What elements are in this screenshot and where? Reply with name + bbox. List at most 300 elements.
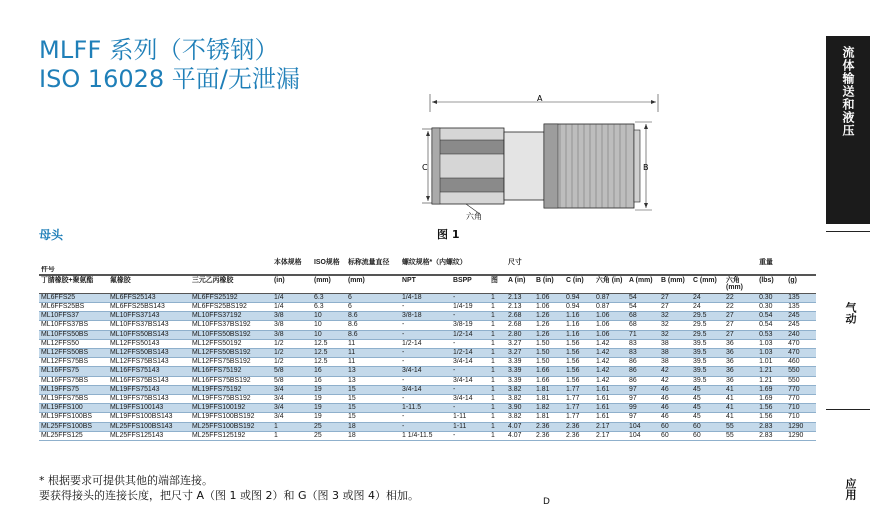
table-row — [39, 367, 816, 376]
table-cell: 1.42 — [594, 376, 627, 385]
table-cell: 39.5 — [691, 367, 724, 376]
table-cell: 6 — [346, 302, 400, 311]
column-header: 丁腈橡胶+聚氨酯 — [39, 275, 108, 293]
table-cell: ML6FFS25BS — [39, 302, 108, 311]
table-cell: 12.5 — [312, 348, 346, 357]
table-cell: ML25FFS100BS — [39, 422, 108, 431]
table-cell: 3/8-18 — [400, 312, 451, 321]
tab-pneumatic[interactable]: 气动 — [844, 302, 857, 324]
table-row — [39, 431, 816, 440]
table-cell: 1.61 — [594, 404, 627, 413]
table-row — [39, 348, 816, 357]
table-cell: ML19FFS100143 — [108, 404, 190, 413]
table-cell: 68 — [627, 321, 659, 330]
table-cell: 27 — [659, 302, 691, 311]
table-cell: 2.80 — [506, 330, 534, 339]
table-cell: ML25FFS100BS192 — [190, 422, 272, 431]
table-cell: - — [451, 385, 489, 394]
table-cell: 135 — [786, 293, 816, 302]
table-cell: 1.69 — [757, 385, 786, 394]
table-cell: 2.36 — [564, 431, 594, 440]
table-cell: 1.16 — [564, 312, 594, 321]
table-cell: 39.5 — [691, 376, 724, 385]
table-cell: ML16FFS75BS — [39, 376, 108, 385]
table-cell: 550 — [786, 367, 816, 376]
table-row — [39, 339, 816, 348]
table-cell: 104 — [627, 431, 659, 440]
table-cell: 12.5 — [312, 358, 346, 367]
table-cell: 710 — [786, 413, 816, 422]
table-cell: 45 — [691, 413, 724, 422]
table-cell: 11 — [346, 358, 400, 367]
table-cell: 97 — [627, 385, 659, 394]
table-cell: ML12FFS75BS143 — [108, 358, 190, 367]
table-cell: ML12FFS50 — [39, 339, 108, 348]
table-cell: 36 — [724, 348, 757, 357]
table-cell: 1 — [489, 431, 506, 440]
table-cell: 1.21 — [757, 367, 786, 376]
table-cell: 1.42 — [594, 367, 627, 376]
column-header: 六角 (in) — [594, 275, 627, 293]
table-cell: 2.13 — [506, 293, 534, 302]
table-cell: 39.5 — [691, 358, 724, 367]
table-cell: 97 — [627, 413, 659, 422]
table-cell: 0.30 — [757, 302, 786, 311]
table-cell: 1/2 — [272, 339, 312, 348]
table-cell: ML25FFS100BS143 — [108, 422, 190, 431]
table-cell: 770 — [786, 385, 816, 394]
table-cell: 1.82 — [534, 404, 564, 413]
stray-letter: D — [543, 497, 550, 505]
column-header: BSPP — [451, 275, 489, 293]
table-row — [39, 404, 816, 413]
table-cell: 1.06 — [594, 321, 627, 330]
table-cell: ML10FFS37BS192 — [190, 321, 272, 330]
table-cell: ML19FFS75BS143 — [108, 394, 190, 403]
table-cell: 39.5 — [691, 348, 724, 357]
table-cell: ML12FFS75BS192 — [190, 358, 272, 367]
table-row — [39, 302, 816, 311]
hdr-iso-size: ISO规格 — [314, 259, 340, 266]
tab-applications[interactable]: 应用 — [844, 478, 857, 500]
table-cell: ML25FFS125143 — [108, 431, 190, 440]
table-cell: - — [400, 376, 451, 385]
table-cell: 18 — [346, 422, 400, 431]
table-cell: 1/2-14 — [400, 339, 451, 348]
table-cell: 1.81 — [534, 413, 564, 422]
table-cell: 24 — [691, 302, 724, 311]
table-cell: 6 — [346, 293, 400, 302]
table-cell: 1.42 — [594, 348, 627, 357]
table-cell: 3/4 — [272, 404, 312, 413]
table-cell: 22 — [724, 302, 757, 311]
table-cell: 245 — [786, 321, 816, 330]
table-cell: ML6FFS25 — [39, 293, 108, 302]
table-cell: ML10FFS37192 — [190, 312, 272, 321]
table-cell: ML12FFS50BS192 — [190, 348, 272, 357]
table-cell: 45 — [691, 404, 724, 413]
table-cell: 12.5 — [312, 339, 346, 348]
table-cell: 1.56 — [757, 404, 786, 413]
table-cell: ML10FFS50BS192 — [190, 330, 272, 339]
column-header: A (in) — [506, 275, 534, 293]
table-cell: ML6FFS25192 — [190, 293, 272, 302]
tab-fluid-hydraulics-label: 流体输送和液压 — [841, 46, 855, 137]
dim-b-label: B — [643, 163, 649, 172]
column-header: 六角 (mm) — [724, 275, 757, 293]
tab-fluid-hydraulics[interactable] — [826, 36, 870, 224]
table-cell: 13 — [346, 376, 400, 385]
hdr-body-size: 本体规格 — [274, 259, 302, 266]
table-cell: 1.56 — [564, 348, 594, 357]
table-cell: 0.94 — [564, 293, 594, 302]
table-cell: ML19FFS100192 — [190, 404, 272, 413]
table-cell: ML25FFS125 — [39, 431, 108, 440]
table-cell: 1 — [489, 302, 506, 311]
table-cell: ML10FFS50BS143 — [108, 330, 190, 339]
table-cell: 0.87 — [594, 302, 627, 311]
table-cell: 39.5 — [691, 339, 724, 348]
table-cell: 15 — [346, 394, 400, 403]
table-cell: - — [400, 348, 451, 357]
table-cell: 1-11 — [451, 413, 489, 422]
table-cell: ML12FFS50BS143 — [108, 348, 190, 357]
table-cell: 1.42 — [594, 339, 627, 348]
table-cell: 6.3 — [312, 302, 346, 311]
table-cell: 2.68 — [506, 321, 534, 330]
table-cell: 55 — [724, 431, 757, 440]
table-cell: 18 — [346, 431, 400, 440]
table-cell: 46 — [659, 394, 691, 403]
table-cell: 1 — [489, 376, 506, 385]
column-header: NPT — [400, 275, 451, 293]
table-row — [39, 358, 816, 367]
table-cell: 3.39 — [506, 367, 534, 376]
table-cell: 1290 — [786, 422, 816, 431]
table-cell: ML19FFS100BS192 — [190, 413, 272, 422]
table-cell: 1 — [489, 358, 506, 367]
table-cell: 1 — [489, 394, 506, 403]
table-cell: ML19FFS75BS192 — [190, 394, 272, 403]
dim-a-label: A — [537, 94, 543, 103]
table-cell: 60 — [691, 422, 724, 431]
table-row — [39, 312, 816, 321]
table-cell: 1.56 — [564, 367, 594, 376]
table-cell: 1/4-18 — [400, 293, 451, 302]
table-cell: 55 — [724, 422, 757, 431]
table-cell: 68 — [627, 312, 659, 321]
table-cell: 3/4-14 — [451, 358, 489, 367]
table-cell: 10 — [312, 312, 346, 321]
table-cell: - — [400, 413, 451, 422]
table-cell: 1/2-14 — [451, 348, 489, 357]
table-cell: 46 — [659, 385, 691, 394]
table-cell: 3/4-14 — [400, 367, 451, 376]
table-cell: ML10FFS37BS — [39, 321, 108, 330]
table-row — [39, 376, 816, 385]
table-cell: 1.42 — [594, 358, 627, 367]
table-cell: 8.6 — [346, 330, 400, 339]
table-cell: 46 — [659, 404, 691, 413]
table-cell: 1.81 — [534, 385, 564, 394]
table-cell: 11 — [346, 348, 400, 357]
table-cell: 1/4 — [272, 293, 312, 302]
table-cell: 1 — [489, 404, 506, 413]
table-cell: 3/4-14 — [451, 376, 489, 385]
table-cell: 86 — [627, 367, 659, 376]
column-header: A (mm) — [627, 275, 659, 293]
table-cell: ML6FFS25BS192 — [190, 302, 272, 311]
table-cell: 3.27 — [506, 339, 534, 348]
table-cell: 1.77 — [564, 394, 594, 403]
table-cell: - — [451, 293, 489, 302]
table-cell: 1 — [489, 348, 506, 357]
table-cell: 38 — [659, 358, 691, 367]
table-cell: 1 — [489, 367, 506, 376]
table-cell: 86 — [627, 358, 659, 367]
tab-divider — [826, 231, 870, 232]
table-cell: 1.50 — [534, 348, 564, 357]
table-cell: 1 — [489, 330, 506, 339]
section-heading: 母头 — [39, 228, 64, 242]
table-cell: 2.36 — [534, 431, 564, 440]
table-cell: 10 — [312, 321, 346, 330]
table-cell: - — [400, 422, 451, 431]
table-cell: 32 — [659, 330, 691, 339]
table-cell: 1 — [489, 293, 506, 302]
table-cell: 4.07 — [506, 422, 534, 431]
column-header: (lbs) — [757, 275, 786, 293]
table-cell: ML6FFS25143 — [108, 293, 190, 302]
table-cell: 16 — [312, 367, 346, 376]
table-cell: 45 — [691, 394, 724, 403]
table-cell: 15 — [346, 413, 400, 422]
coupling-drawing — [420, 88, 665, 223]
table-cell: 2.83 — [757, 422, 786, 431]
table-row — [39, 385, 816, 394]
table-cell: 99 — [627, 404, 659, 413]
table-cell: 3/8 — [272, 321, 312, 330]
table-cell: 32 — [659, 321, 691, 330]
footnote-2: 要获得接头的连接长度，把尺寸 A（图 1 或图 2）和 G（图 3 或图 4）相加。 — [39, 489, 420, 502]
table-cell: 1.26 — [534, 321, 564, 330]
table-cell: 8.6 — [346, 321, 400, 330]
table-cell: 1.56 — [564, 358, 594, 367]
table-cell: 245 — [786, 312, 816, 321]
table-cell: 1.06 — [594, 330, 627, 339]
table-row — [39, 422, 816, 431]
table-cell: 19 — [312, 404, 346, 413]
table-cell: ML12FFS50143 — [108, 339, 190, 348]
table-cell: ML16FFS75BS143 — [108, 376, 190, 385]
table-cell: 38 — [659, 339, 691, 348]
column-header: (in) — [272, 275, 312, 293]
table-cell: - — [400, 321, 451, 330]
table-cell: ML16FFS75BS192 — [190, 376, 272, 385]
table-cell: 3/4 — [272, 385, 312, 394]
table-cell: 25 — [312, 431, 346, 440]
table-cell: 36 — [724, 339, 757, 348]
table-cell: 0.54 — [757, 321, 786, 330]
table-cell: 8.6 — [346, 312, 400, 321]
table-cell: 45 — [691, 385, 724, 394]
table-cell: 1.26 — [534, 330, 564, 339]
table-cell: 1.56 — [757, 413, 786, 422]
table-cell: 470 — [786, 339, 816, 348]
table-cell: 36 — [724, 358, 757, 367]
table-cell: 770 — [786, 394, 816, 403]
table-cell: 4.07 — [506, 431, 534, 440]
hdr-rated-flow: 标称流量直径 — [348, 259, 390, 266]
table-cell: 29.5 — [691, 321, 724, 330]
table-cell: 470 — [786, 348, 816, 357]
table-cell: 550 — [786, 376, 816, 385]
table-cell: 41 — [724, 385, 757, 394]
table-cell: 1.06 — [594, 312, 627, 321]
table-cell: 1.56 — [564, 339, 594, 348]
table-cell: 27 — [659, 293, 691, 302]
table-cell: 0.87 — [594, 293, 627, 302]
table-cell: ML19FFS75192 — [190, 385, 272, 394]
table-cell: 5/8 — [272, 367, 312, 376]
table-cell: 1/4-19 — [451, 302, 489, 311]
table-cell: 1.01 — [757, 358, 786, 367]
table-cell: 71 — [627, 330, 659, 339]
table-cell: ML10FFS50BS — [39, 330, 108, 339]
table-cell: 27 — [724, 312, 757, 321]
table-cell: 240 — [786, 330, 816, 339]
table-cell: 1/2 — [272, 358, 312, 367]
table-cell: 1/2-14 — [451, 330, 489, 339]
hdr-dimensions: 尺寸 — [508, 259, 522, 266]
table-cell: 83 — [627, 339, 659, 348]
table-row — [39, 413, 816, 422]
table-cell: 29.5 — [691, 312, 724, 321]
table-cell: 60 — [691, 431, 724, 440]
table-cell: 36 — [724, 367, 757, 376]
table-cell: 3.39 — [506, 358, 534, 367]
column-header: C (mm) — [691, 275, 724, 293]
table-cell: 3.82 — [506, 394, 534, 403]
table-cell: - — [451, 339, 489, 348]
table-cell: 16 — [312, 376, 346, 385]
table-cell: 104 — [627, 422, 659, 431]
table-cell: 3.82 — [506, 413, 534, 422]
table-cell: 1.50 — [534, 339, 564, 348]
table-cell: 1 1/4-11.5 — [400, 431, 451, 440]
table-cell: 41 — [724, 404, 757, 413]
table-cell: 1 — [489, 422, 506, 431]
table-cell: 1-11 — [451, 422, 489, 431]
table-cell: 3/8-19 — [451, 321, 489, 330]
table-cell: 1 — [489, 385, 506, 394]
table-cell: 22 — [724, 293, 757, 302]
table-cell: 1.26 — [534, 312, 564, 321]
column-header: (g) — [786, 275, 816, 293]
table-cell: 1 — [489, 339, 506, 348]
column-header: 三元乙丙橡胶 — [190, 275, 272, 293]
table-cell: 1 — [489, 312, 506, 321]
table-cell: 1.61 — [594, 413, 627, 422]
table-cell: 46 — [659, 413, 691, 422]
table-cell: 1-11.5 — [400, 404, 451, 413]
table-cell: 86 — [627, 376, 659, 385]
table-cell: 10 — [312, 330, 346, 339]
table-cell: ML16FFS75 — [39, 367, 108, 376]
table-cell: 1.69 — [757, 394, 786, 403]
table-cell: 19 — [312, 394, 346, 403]
table-cell: ML19FFS100BS143 — [108, 413, 190, 422]
table-cell: 3.27 — [506, 348, 534, 357]
table-cell: 19 — [312, 385, 346, 394]
table-cell: 1 — [489, 321, 506, 330]
column-header: B (mm) — [659, 275, 691, 293]
table-cell: ML19FFS75BS — [39, 394, 108, 403]
table-cell: 2.17 — [594, 431, 627, 440]
table-cell: ML16FFS75143 — [108, 367, 190, 376]
table-row — [39, 330, 816, 339]
table-row — [39, 321, 816, 330]
table-cell: 41 — [724, 394, 757, 403]
table-cell: ML16FFS75192 — [190, 367, 272, 376]
table-cell: ML25FFS125192 — [190, 431, 272, 440]
table-cell: 1 — [272, 431, 312, 440]
table-cell: 1290 — [786, 431, 816, 440]
hex-label: 六角 — [466, 212, 482, 221]
table-cell: 3/4 — [272, 394, 312, 403]
table-cell: 15 — [346, 404, 400, 413]
table-cell: 42 — [659, 376, 691, 385]
hdr-thread-spec: 螺纹规格*（内螺纹） — [402, 259, 467, 266]
table-cell: 1.77 — [564, 413, 594, 422]
table-cell: 710 — [786, 404, 816, 413]
column-header: (mm) — [346, 275, 400, 293]
table-cell: 1/2 — [272, 348, 312, 357]
table-cell: ML12FFS75BS — [39, 358, 108, 367]
table-cell: 3/4-14 — [400, 385, 451, 394]
table-cell: 1 — [272, 422, 312, 431]
table-cell: ML12FFS50192 — [190, 339, 272, 348]
table-cell: - — [400, 302, 451, 311]
table-cell: 3/8 — [272, 312, 312, 321]
table-cell: - — [400, 358, 451, 367]
table-cell: 1.66 — [534, 376, 564, 385]
table-cell: 0.30 — [757, 293, 786, 302]
table-cell: 1.50 — [534, 358, 564, 367]
table-cell: 1.21 — [757, 376, 786, 385]
table-cell: ML19FFS75 — [39, 385, 108, 394]
column-header: 图 — [489, 275, 506, 293]
table-cell: 1.56 — [564, 376, 594, 385]
table-cell: ML19FFS100 — [39, 404, 108, 413]
table-cell: ML10FFS37 — [39, 312, 108, 321]
table-cell: 6.3 — [312, 293, 346, 302]
table-cell: 2.36 — [564, 422, 594, 431]
table-cell: 0.54 — [757, 312, 786, 321]
table-cell: 0.94 — [564, 302, 594, 311]
column-header: C (in) — [564, 275, 594, 293]
table-cell: 1 — [489, 413, 506, 422]
table-cell: 27 — [724, 321, 757, 330]
table-cell: - — [400, 330, 451, 339]
table-cell: 1.61 — [594, 385, 627, 394]
table-cell: 1.06 — [534, 302, 564, 311]
column-header: 氟橡胶 — [108, 275, 190, 293]
table-cell: - — [451, 367, 489, 376]
table-cell: 1.66 — [534, 367, 564, 376]
table-cell: 3.82 — [506, 385, 534, 394]
table-row — [39, 293, 816, 302]
